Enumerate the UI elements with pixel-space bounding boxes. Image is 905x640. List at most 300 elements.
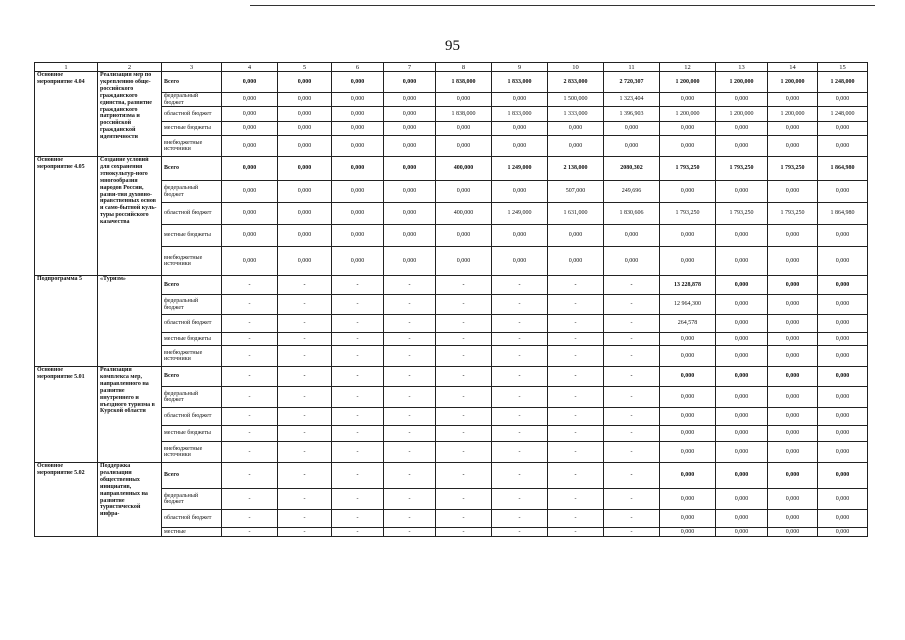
funding-source: федеральный бюджет: [162, 489, 222, 510]
amount-cell: 0,000: [548, 225, 604, 247]
amount-cell: 0,000: [278, 225, 332, 247]
amount-cell: 0,000: [768, 528, 818, 537]
amount-cell: 0,000: [818, 333, 868, 346]
amount-cell: 1 200,000: [716, 72, 768, 93]
amount-cell: -: [604, 295, 660, 315]
amount-cell: 0,000: [384, 247, 436, 276]
amount-cell: -: [384, 426, 436, 442]
amount-cell: -: [222, 346, 278, 367]
measure-title: Создание условий для сохранения этнокультур-ного многообразия народов России, разви-тия духовно-нравственных основ и само-бытной куль-туры российского казачества: [98, 157, 162, 276]
amount-cell: 0,000: [384, 157, 436, 181]
amount-cell: 1 200,000: [768, 107, 818, 122]
amount-cell: -: [278, 442, 332, 463]
amount-cell: -: [604, 463, 660, 489]
amount-cell: 1 200,000: [660, 107, 716, 122]
amount-cell: -: [222, 510, 278, 528]
amount-cell: 0,000: [818, 315, 868, 333]
amount-cell: -: [278, 408, 332, 426]
amount-cell: 1 833,000: [492, 72, 548, 93]
amount-cell: -: [548, 276, 604, 295]
amount-cell: 1 864,980: [818, 203, 868, 225]
amount-cell: 0,000: [332, 136, 384, 157]
funding-source: федеральный бюджет: [162, 295, 222, 315]
measure-code: Основное мероприятие 5.02: [35, 463, 98, 537]
measure-code: Основное мероприятие 4.05: [35, 157, 98, 276]
amount-cell: 0,000: [660, 367, 716, 387]
column-header: 14: [768, 63, 818, 72]
amount-cell: 0,000: [768, 247, 818, 276]
amount-cell: 1 323,404: [604, 93, 660, 107]
amount-cell: 0,000: [768, 346, 818, 367]
amount-cell: -: [548, 510, 604, 528]
amount-cell: 1 793,250: [716, 203, 768, 225]
measure-code: Основное мероприятие 5.01: [35, 367, 98, 463]
amount-cell: 0,000: [332, 93, 384, 107]
amount-cell: 0,000: [818, 276, 868, 295]
amount-cell: -: [436, 333, 492, 346]
amount-cell: 0,000: [660, 225, 716, 247]
amount-cell: 0,000: [278, 122, 332, 136]
amount-cell: 0,000: [768, 122, 818, 136]
amount-cell: 1 248,000: [818, 72, 868, 93]
amount-cell: 0,000: [716, 122, 768, 136]
amount-cell: 0,000: [436, 93, 492, 107]
amount-cell: -: [548, 367, 604, 387]
funding-source: внебюджетные источники: [162, 442, 222, 463]
table-row: [35, 463, 868, 489]
amount-cell: 0,000: [660, 528, 716, 537]
amount-cell: -: [278, 367, 332, 387]
amount-cell: 0,000: [384, 203, 436, 225]
amount-cell: -: [332, 333, 384, 346]
amount-cell: 0,000: [818, 247, 868, 276]
amount-cell: 1 830,606: [604, 203, 660, 225]
funding-source: Всего: [162, 72, 222, 93]
amount-cell: -: [492, 426, 548, 442]
amount-cell: 0,000: [660, 247, 716, 276]
amount-cell: 0,000: [492, 247, 548, 276]
amount-cell: 0,000: [384, 107, 436, 122]
amount-cell: 1 200,000: [716, 107, 768, 122]
amount-cell: 0,000: [660, 181, 716, 203]
amount-cell: 0,000: [384, 93, 436, 107]
funding-source: федеральный бюджет: [162, 387, 222, 408]
amount-cell: 2 138,000: [548, 157, 604, 181]
amount-cell: 264,578: [660, 315, 716, 333]
amount-cell: -: [604, 510, 660, 528]
amount-cell: 0,000: [768, 442, 818, 463]
amount-cell: 0,000: [604, 122, 660, 136]
header-row: [35, 63, 868, 72]
amount-cell: 0,000: [278, 247, 332, 276]
amount-cell: -: [604, 408, 660, 426]
amount-cell: 0,000: [222, 157, 278, 181]
amount-cell: 0,000: [384, 181, 436, 203]
amount-cell: 0,000: [768, 463, 818, 489]
amount-cell: 0,000: [818, 528, 868, 537]
amount-cell: 0,000: [768, 408, 818, 426]
amount-cell: -: [332, 315, 384, 333]
funding-source: областной бюджет: [162, 510, 222, 528]
amount-cell: -: [222, 528, 278, 537]
amount-cell: 0,000: [384, 136, 436, 157]
amount-cell: -: [492, 276, 548, 295]
amount-cell: -: [604, 489, 660, 510]
amount-cell: -: [492, 528, 548, 537]
amount-cell: -: [384, 408, 436, 426]
measure-title: Реализация комплекса мер, направленного на развитие внутреннего и въездного туризма в Курской области: [98, 367, 162, 463]
amount-cell: 0,000: [768, 181, 818, 203]
amount-cell: 0,000: [436, 122, 492, 136]
amount-cell: -: [492, 315, 548, 333]
amount-cell: 0,000: [716, 528, 768, 537]
amount-cell: 0,000: [436, 247, 492, 276]
column-header: 7: [384, 63, 436, 72]
amount-cell: 0,000: [716, 442, 768, 463]
amount-cell: -: [384, 489, 436, 510]
funding-source: местные: [162, 528, 222, 537]
amount-cell: -: [278, 295, 332, 315]
amount-cell: 0,000: [818, 489, 868, 510]
amount-cell: -: [604, 346, 660, 367]
amount-cell: 2 720,307: [604, 72, 660, 93]
amount-cell: 0,000: [222, 203, 278, 225]
amount-cell: 0,000: [436, 181, 492, 203]
amount-cell: -: [548, 442, 604, 463]
measure-title: Поддержка реализации общественных инициатив, направленных на развитие туристической инфра-: [98, 463, 162, 537]
amount-cell: -: [604, 528, 660, 537]
amount-cell: -: [492, 408, 548, 426]
amount-cell: -: [222, 463, 278, 489]
funding-source: внебюджетные источники: [162, 136, 222, 157]
amount-cell: 0,000: [716, 225, 768, 247]
amount-cell: -: [332, 346, 384, 367]
amount-cell: 0,000: [660, 408, 716, 426]
amount-cell: -: [436, 442, 492, 463]
amount-cell: 0,000: [492, 93, 548, 107]
amount-cell: 2 833,000: [548, 72, 604, 93]
amount-cell: -: [492, 489, 548, 510]
amount-cell: -: [278, 346, 332, 367]
amount-cell: 1 396,903: [604, 107, 660, 122]
amount-cell: -: [604, 276, 660, 295]
amount-cell: -: [332, 276, 384, 295]
amount-cell: 1 200,000: [660, 72, 716, 93]
amount-cell: -: [548, 426, 604, 442]
amount-cell: 1 249,000: [492, 157, 548, 181]
amount-cell: 0,000: [716, 315, 768, 333]
amount-cell: -: [436, 463, 492, 489]
amount-cell: 1 793,250: [660, 203, 716, 225]
amount-cell: 0,000: [278, 72, 332, 93]
amount-cell: 0,000: [768, 136, 818, 157]
table-row: [35, 367, 868, 387]
amount-cell: 0,000: [818, 510, 868, 528]
amount-cell: 1 793,250: [660, 157, 716, 181]
amount-cell: -: [222, 387, 278, 408]
amount-cell: 0,000: [332, 203, 384, 225]
amount-cell: -: [222, 442, 278, 463]
amount-cell: -: [384, 442, 436, 463]
amount-cell: 0,000: [768, 295, 818, 315]
amount-cell: 1 631,000: [548, 203, 604, 225]
amount-cell: -: [492, 333, 548, 346]
amount-cell: 0,000: [548, 122, 604, 136]
amount-cell: 1 833,000: [492, 107, 548, 122]
amount-cell: 1 864,980: [818, 157, 868, 181]
amount-cell: 0,000: [332, 107, 384, 122]
amount-cell: 0,000: [278, 93, 332, 107]
amount-cell: 0,000: [660, 122, 716, 136]
amount-cell: 0,000: [818, 295, 868, 315]
amount-cell: -: [278, 463, 332, 489]
amount-cell: 0,000: [278, 181, 332, 203]
column-header: 9: [492, 63, 548, 72]
funding-source: Всего: [162, 463, 222, 489]
amount-cell: 0,000: [818, 408, 868, 426]
amount-cell: 0,000: [818, 136, 868, 157]
amount-cell: 400,000: [436, 203, 492, 225]
funding-source: местные бюджеты: [162, 426, 222, 442]
column-header: 11: [604, 63, 660, 72]
amount-cell: 0,000: [222, 107, 278, 122]
amount-cell: 0,000: [716, 408, 768, 426]
amount-cell: -: [436, 426, 492, 442]
amount-cell: -: [222, 276, 278, 295]
amount-cell: 0,000: [222, 122, 278, 136]
amount-cell: 0,000: [660, 510, 716, 528]
amount-cell: 1 838,000: [436, 72, 492, 93]
amount-cell: -: [332, 489, 384, 510]
amount-cell: 0,000: [716, 489, 768, 510]
amount-cell: 0,000: [768, 93, 818, 107]
amount-cell: 507,000: [548, 181, 604, 203]
amount-cell: -: [332, 295, 384, 315]
column-header: 5: [278, 63, 332, 72]
amount-cell: 0,000: [604, 136, 660, 157]
amount-cell: -: [436, 408, 492, 426]
amount-cell: 0,000: [818, 426, 868, 442]
amount-cell: -: [436, 315, 492, 333]
funding-source: Всего: [162, 367, 222, 387]
amount-cell: -: [384, 346, 436, 367]
amount-cell: -: [548, 489, 604, 510]
amount-cell: 0,000: [660, 442, 716, 463]
amount-cell: 0,000: [768, 510, 818, 528]
amount-cell: 1 838,000: [436, 107, 492, 122]
amount-cell: 1 500,000: [548, 93, 604, 107]
amount-cell: -: [222, 426, 278, 442]
amount-cell: 13 228,878: [660, 276, 716, 295]
amount-cell: -: [548, 315, 604, 333]
amount-cell: -: [384, 463, 436, 489]
measure-code: Основное мероприятие 4.04: [35, 72, 98, 157]
amount-cell: -: [384, 276, 436, 295]
amount-cell: -: [548, 528, 604, 537]
amount-cell: -: [436, 276, 492, 295]
funding-source: областной бюджет: [162, 107, 222, 122]
amount-cell: -: [548, 295, 604, 315]
amount-cell: 0,000: [818, 442, 868, 463]
amount-cell: -: [436, 295, 492, 315]
amount-cell: -: [278, 333, 332, 346]
amount-cell: 0,000: [716, 463, 768, 489]
column-header: 3: [162, 63, 222, 72]
funding-source: Всего: [162, 157, 222, 181]
amount-cell: 1 333,000: [548, 107, 604, 122]
amount-cell: -: [492, 510, 548, 528]
amount-cell: 0,000: [384, 122, 436, 136]
amount-cell: 0,000: [384, 225, 436, 247]
amount-cell: 0,000: [818, 181, 868, 203]
amount-cell: 0,000: [716, 276, 768, 295]
amount-cell: -: [604, 442, 660, 463]
amount-cell: 0,000: [768, 225, 818, 247]
amount-cell: 0,000: [436, 225, 492, 247]
amount-cell: -: [436, 528, 492, 537]
amount-cell: 0,000: [768, 276, 818, 295]
amount-cell: 0,000: [818, 225, 868, 247]
funding-source: местные бюджеты: [162, 225, 222, 247]
amount-cell: -: [332, 463, 384, 489]
amount-cell: -: [604, 387, 660, 408]
amount-cell: 0,000: [768, 367, 818, 387]
amount-cell: 249,696: [604, 181, 660, 203]
amount-cell: 400,000: [436, 157, 492, 181]
funding-source: Всего: [162, 276, 222, 295]
amount-cell: -: [548, 333, 604, 346]
amount-cell: 0,000: [492, 136, 548, 157]
table-row: [35, 72, 868, 93]
table-row: [35, 157, 868, 181]
amount-cell: -: [384, 295, 436, 315]
page-number: 95: [445, 38, 460, 54]
amount-cell: 0,000: [716, 93, 768, 107]
amount-cell: 1 793,250: [768, 203, 818, 225]
amount-cell: 0,000: [222, 93, 278, 107]
amount-cell: -: [278, 276, 332, 295]
amount-cell: -: [332, 408, 384, 426]
amount-cell: 1 248,000: [818, 107, 868, 122]
amount-cell: 0,000: [332, 225, 384, 247]
amount-cell: 0,000: [332, 72, 384, 93]
amount-cell: -: [384, 333, 436, 346]
amount-cell: 0,000: [278, 203, 332, 225]
amount-cell: 0,000: [768, 489, 818, 510]
amount-cell: 0,000: [660, 136, 716, 157]
amount-cell: 0,000: [818, 346, 868, 367]
amount-cell: -: [332, 387, 384, 408]
amount-cell: -: [384, 510, 436, 528]
amount-cell: 0,000: [222, 247, 278, 276]
amount-cell: 0,000: [492, 122, 548, 136]
top-rule: [250, 5, 875, 6]
amount-cell: 0,000: [332, 157, 384, 181]
amount-cell: -: [436, 489, 492, 510]
amount-cell: -: [436, 367, 492, 387]
amount-cell: -: [222, 315, 278, 333]
amount-cell: -: [384, 528, 436, 537]
column-header: 10: [548, 63, 604, 72]
funding-source: внебюджетные источники: [162, 247, 222, 276]
amount-cell: 12 964,300: [660, 295, 716, 315]
amount-cell: -: [548, 463, 604, 489]
amount-cell: -: [278, 489, 332, 510]
amount-cell: 0,000: [660, 463, 716, 489]
amount-cell: 1 793,250: [768, 157, 818, 181]
table-row: [35, 276, 868, 295]
amount-cell: 1 793,250: [716, 157, 768, 181]
amount-cell: -: [222, 408, 278, 426]
amount-cell: 0,000: [768, 426, 818, 442]
column-header: 12: [660, 63, 716, 72]
amount-cell: -: [436, 346, 492, 367]
column-header: 8: [436, 63, 492, 72]
amount-cell: 0,000: [660, 93, 716, 107]
amount-cell: -: [548, 346, 604, 367]
amount-cell: 0,000: [384, 72, 436, 93]
amount-cell: -: [492, 387, 548, 408]
amount-cell: -: [604, 426, 660, 442]
amount-cell: 1 249,000: [492, 203, 548, 225]
amount-cell: -: [492, 295, 548, 315]
amount-cell: 0,000: [818, 367, 868, 387]
funding-source: внебюджетные источники: [162, 346, 222, 367]
amount-cell: -: [548, 408, 604, 426]
column-header: 2: [98, 63, 162, 72]
column-header: 15: [818, 63, 868, 72]
column-header: 1: [35, 63, 98, 72]
amount-cell: -: [332, 367, 384, 387]
amount-cell: 0,000: [660, 387, 716, 408]
amount-cell: -: [278, 387, 332, 408]
amount-cell: -: [222, 295, 278, 315]
amount-cell: 0,000: [768, 387, 818, 408]
amount-cell: -: [278, 426, 332, 442]
budget-table: [34, 62, 868, 537]
amount-cell: -: [332, 442, 384, 463]
amount-cell: 0,000: [716, 510, 768, 528]
amount-cell: 0,000: [660, 346, 716, 367]
column-header: 13: [716, 63, 768, 72]
funding-source: областной бюджет: [162, 203, 222, 225]
amount-cell: 0,000: [492, 225, 548, 247]
amount-cell: -: [604, 315, 660, 333]
amount-cell: 2080,302: [604, 157, 660, 181]
amount-cell: 0,000: [768, 333, 818, 346]
funding-source: областной бюджет: [162, 315, 222, 333]
funding-source: местные бюджеты: [162, 122, 222, 136]
amount-cell: 0,000: [278, 136, 332, 157]
measure-code: Подпрограмма 5: [35, 276, 98, 367]
amount-cell: 0,000: [716, 387, 768, 408]
amount-cell: -: [332, 426, 384, 442]
amount-cell: -: [604, 367, 660, 387]
funding-source: областной бюджет: [162, 408, 222, 426]
amount-cell: 0,000: [278, 157, 332, 181]
amount-cell: 0,000: [436, 136, 492, 157]
amount-cell: 0,000: [660, 489, 716, 510]
amount-cell: -: [436, 510, 492, 528]
amount-cell: 0,000: [716, 295, 768, 315]
amount-cell: 0,000: [222, 181, 278, 203]
amount-cell: -: [492, 346, 548, 367]
amount-cell: -: [332, 510, 384, 528]
column-header: 4: [222, 63, 278, 72]
amount-cell: -: [384, 315, 436, 333]
amount-cell: 1 200,000: [768, 72, 818, 93]
amount-cell: 0,000: [548, 136, 604, 157]
